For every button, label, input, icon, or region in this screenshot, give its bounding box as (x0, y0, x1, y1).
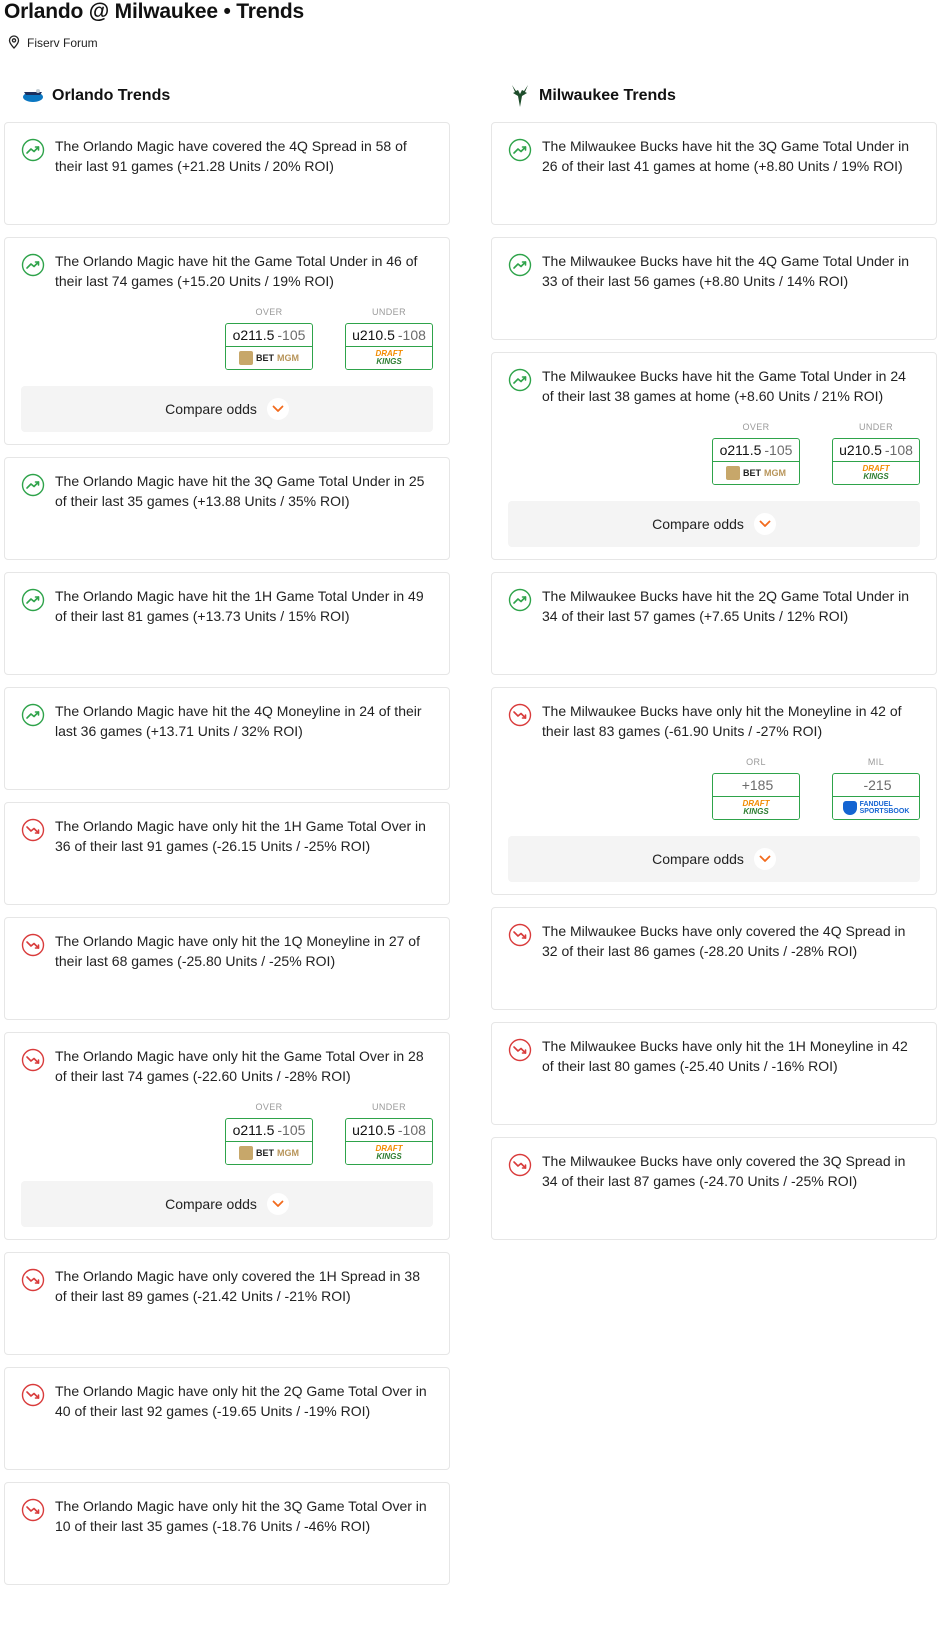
compare-odds-button[interactable] (508, 501, 920, 547)
trend-down-icon (508, 1038, 532, 1062)
trend-card (4, 802, 450, 905)
odds-left-box[interactable] (225, 323, 313, 370)
trend-card (4, 572, 450, 675)
odds-row (508, 422, 920, 485)
odds-right-box[interactable] (832, 438, 920, 485)
draftkings-logo-icon: DRAFT KINGS (742, 799, 770, 816)
trend-up-icon (21, 138, 45, 162)
trend-up-icon (508, 588, 532, 612)
trend-text: The Orlando Magic have hit the 1H Game Total Under in 49 of their last 81 games (+13.73 Units / 15% ROI) (55, 588, 424, 624)
compare-odds-button[interactable] (21, 1181, 433, 1227)
venue-name: Fiserv Forum (27, 36, 98, 50)
trend-card (4, 687, 450, 790)
odds-row (21, 1102, 433, 1165)
odds-right-label: UNDER (858, 422, 893, 432)
betmgm-logo-icon: BET MGM (239, 1146, 299, 1160)
odds-right-label: UNDER (371, 1102, 406, 1112)
odds-left-box[interactable] (712, 773, 800, 820)
trend-card (491, 572, 937, 675)
trend-card (4, 1032, 450, 1240)
chevron-down-icon (754, 848, 776, 870)
odds-left-label: OVER (255, 1102, 283, 1112)
trend-card (491, 122, 937, 225)
odds-price: -105 (277, 1122, 306, 1138)
trend-up-icon (21, 473, 45, 497)
orlando-trends-list (4, 122, 450, 1585)
odds-left-label: OVER (255, 307, 283, 317)
chevron-down-icon (267, 398, 289, 420)
trend-text: The Orlando Magic have only hit the 2Q Game Total Over in 40 of their last 92 games (-19.65 Units / -19% ROI) (55, 1383, 427, 1419)
trend-text: The Orlando Magic have hit the 4Q Moneyline in 24 of their last 36 games (+13.71 Units / 32% ROI) (55, 703, 422, 739)
odds-row (508, 757, 920, 820)
odds-left-box[interactable] (225, 1118, 313, 1165)
odds-left[interactable] (225, 307, 313, 370)
odds-price: -105 (764, 442, 793, 458)
compare-odds-label: Compare odds (652, 851, 744, 867)
trend-text: The Orlando Magic have covered the 4Q Spread in 58 of their last 91 games (+21.28 Units / 20% ROI) (55, 138, 407, 174)
trend-up-icon (21, 703, 45, 727)
milwaukee-trends-heading: Milwaukee Trends (507, 84, 676, 108)
odds-left[interactable] (712, 757, 800, 820)
fanduel-logo-icon: FANDUEL SPORTSBOOK (843, 801, 910, 815)
trend-text: The Milwaukee Bucks have hit the 2Q Game Total Under in 34 of their last 57 games (+7.65 Units / 12% ROI) (542, 588, 910, 624)
odds-left-box[interactable] (712, 438, 800, 485)
odds-right-label: UNDER (371, 307, 406, 317)
orlando-trends-heading: Orlando Trends (20, 84, 170, 108)
trend-down-icon (21, 818, 45, 842)
odds-price: -108 (397, 1122, 426, 1138)
trend-text: The Milwaukee Bucks have hit the 4Q Game Total Under in 33 of their last 56 games (+8.80 Units / 14% ROI) (542, 253, 910, 289)
trend-up-icon (508, 138, 532, 162)
odds-right-box[interactable] (345, 1118, 433, 1165)
odds-left-label: OVER (742, 422, 770, 432)
trend-card (4, 1482, 450, 1585)
trend-up-icon (21, 588, 45, 612)
trend-up-icon (508, 368, 532, 392)
venue (8, 34, 98, 52)
odds-price: -215 (863, 777, 892, 793)
odds-price: -108 (397, 327, 426, 343)
trend-text: The Orlando Magic have only hit the 1Q Moneyline in 27 of their last 68 games (-25.80 Units / -25% ROI) (55, 933, 420, 969)
trend-down-icon (21, 1268, 45, 1292)
odds-line: u210.5 (839, 442, 882, 458)
odds-right-box[interactable] (832, 773, 920, 820)
trend-card (491, 352, 937, 560)
draftkings-logo-icon: DRAFT KINGS (862, 464, 890, 481)
trend-down-icon (21, 1048, 45, 1072)
trend-down-icon (508, 1153, 532, 1177)
odds-right-label: MIL (867, 757, 885, 767)
trend-card (491, 687, 937, 895)
trend-down-icon (508, 923, 532, 947)
odds-line: o211.5 (719, 442, 762, 458)
odds-right[interactable] (832, 422, 920, 485)
odds-line: u210.5 (352, 1122, 395, 1138)
trend-card (491, 237, 937, 340)
trend-card (491, 907, 937, 1010)
odds-line: o211.5 (232, 327, 275, 343)
odds-right-box[interactable] (345, 323, 433, 370)
trend-down-icon (21, 1498, 45, 1522)
trend-text: The Orlando Magic have only hit the Game Total Over in 28 of their last 74 games (-22.60 Units / -28% ROI) (55, 1048, 424, 1084)
milwaukee-bucks-logo-icon (507, 84, 533, 108)
trend-text: The Milwaukee Bucks have only hit the Moneyline in 42 of their last 83 games (-61.90 Units / -27% ROI) (542, 703, 902, 739)
odds-left[interactable] (712, 422, 800, 485)
compare-odds-button[interactable] (21, 386, 433, 432)
trend-text: The Milwaukee Bucks have only covered the 4Q Spread in 32 of their last 86 games (-28.20 Units / -28% ROI) (542, 923, 906, 959)
trend-card (491, 1137, 937, 1240)
odds-line: o211.5 (232, 1122, 275, 1138)
trend-card (4, 237, 450, 445)
trend-text: The Orlando Magic have only hit the 3Q Game Total Over in 10 of their last 35 games (-18.76 Units / -46% ROI) (55, 1498, 427, 1534)
trend-down-icon (21, 933, 45, 957)
trend-card (491, 1022, 937, 1125)
trend-card (4, 1252, 450, 1355)
trend-text: The Milwaukee Bucks have only covered the 3Q Spread in 34 of their last 87 games (-24.70 Units / -25% ROI) (542, 1153, 906, 1189)
compare-odds-label: Compare odds (165, 1196, 257, 1212)
trend-text: The Milwaukee Bucks have hit the 3Q Game Total Under in 26 of their last 41 games at home (+8.80 Units / 19% ROI) (542, 138, 910, 174)
odds-right[interactable] (345, 307, 433, 370)
trend-text: The Milwaukee Bucks have hit the Game Total Under in 24 of their last 38 games at home (+8.60 Units / 21% ROI) (542, 368, 906, 404)
location-pin-icon (8, 35, 20, 52)
draftkings-logo-icon: DRAFT KINGS (375, 349, 403, 366)
trend-card (4, 122, 450, 225)
odds-right[interactable] (345, 1102, 433, 1165)
orlando-magic-logo-icon (20, 84, 46, 108)
compare-odds-button[interactable] (508, 836, 920, 882)
trend-text: The Orlando Magic have hit the 3Q Game Total Under in 25 of their last 35 games (+13.88 Units / 35% ROI) (55, 473, 425, 509)
betmgm-logo-icon: BET MGM (239, 351, 299, 365)
trend-text: The Orlando Magic have only hit the 1H Game Total Over in 36 of their last 91 games (-26.15 Units / -25% ROI) (55, 818, 426, 854)
trend-text: The Orlando Magic have only covered the 1H Spread in 38 of their last 89 games (-21.42 Units / -21% ROI) (55, 1268, 420, 1304)
odds-left[interactable] (225, 1102, 313, 1165)
draftkings-logo-icon: DRAFT KINGS (375, 1144, 403, 1161)
trend-up-icon (508, 253, 532, 277)
compare-odds-label: Compare odds (165, 401, 257, 417)
odds-price: -108 (884, 442, 913, 458)
betmgm-logo-icon: BET MGM (726, 466, 786, 480)
trend-card (4, 457, 450, 560)
milwaukee-trends-list (491, 122, 937, 1240)
trend-card (4, 917, 450, 1020)
odds-right[interactable] (832, 757, 920, 820)
trend-down-icon (508, 703, 532, 727)
trend-text: The Milwaukee Bucks have only hit the 1H Moneyline in 42 of their last 80 games (-25.40 Units / -16% ROI) (542, 1038, 908, 1074)
compare-odds-label: Compare odds (652, 516, 744, 532)
odds-left-label: ORL (746, 757, 766, 767)
trend-up-icon (21, 253, 45, 277)
odds-row (21, 307, 433, 370)
odds-price: +185 (741, 777, 774, 793)
chevron-down-icon (267, 1193, 289, 1215)
odds-price: -105 (277, 327, 306, 343)
odds-line: u210.5 (352, 327, 395, 343)
trend-text: The Orlando Magic have hit the Game Total Under in 46 of their last 74 games (+15.20 Units / 19% ROI) (55, 253, 418, 289)
page-title: Orlando @ Milwaukee • Trends (4, 0, 304, 23)
trend-card (4, 1367, 450, 1470)
trend-down-icon (21, 1383, 45, 1407)
chevron-down-icon (754, 513, 776, 535)
